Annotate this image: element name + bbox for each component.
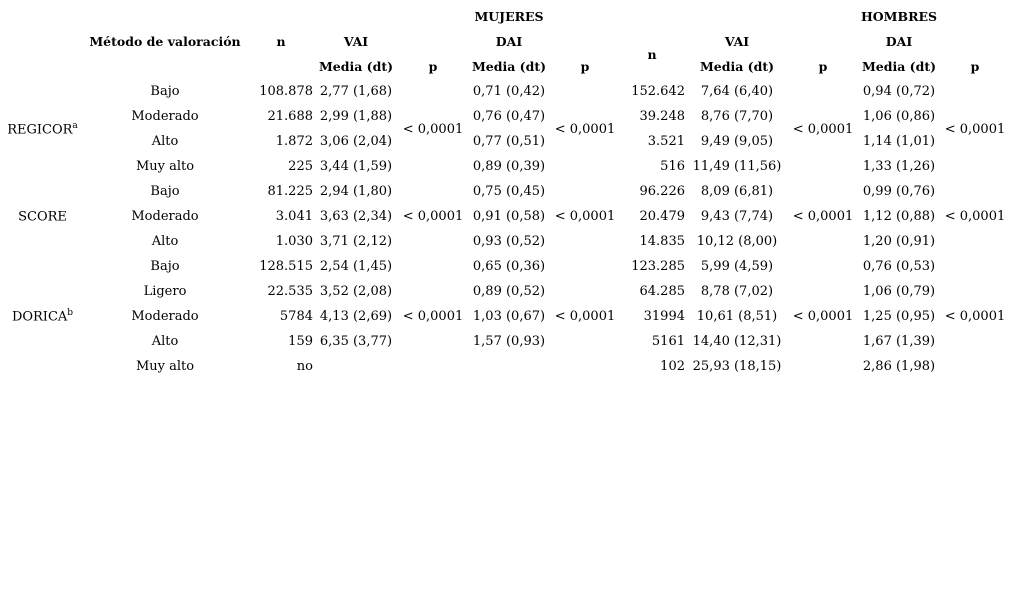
header-row-measures	[4, 29, 1009, 54]
n-hombres-cell: 516	[660, 159, 685, 174]
vai-hombres-cell: 8,76 (7,70)	[700, 109, 774, 124]
category-cell: Alto	[151, 334, 179, 349]
dai-mujeres-cell: 1,57 (0,93)	[472, 334, 546, 349]
header-p-dai-hombres: p	[970, 59, 980, 74]
p-vai-hombres-cell: < 0,0001	[792, 121, 854, 137]
p-dai-mujeres-cell: < 0,0001	[554, 209, 616, 224]
dai-hombres-cell: 1,20 (0,91)	[862, 234, 936, 249]
table-row	[4, 329, 1009, 354]
n-hombres-cell: 39.248	[639, 109, 685, 124]
header-row-stats	[4, 54, 1009, 79]
n-mujeres-cell: 159	[288, 334, 313, 349]
dai-hombres-cell: 1,25 (0,95)	[862, 309, 936, 324]
header-dai-hombres: DAI	[885, 34, 913, 49]
p-vai-mujeres-cell: < 0,0001	[402, 309, 464, 324]
header-n-hombres: n	[647, 46, 657, 62]
table-body	[4, 79, 1009, 379]
n-hombres-cell: 3.521	[647, 134, 685, 149]
header-n-mujeres: n	[276, 34, 286, 49]
n-mujeres-cell: 3.041	[275, 209, 313, 224]
vai-hombres-cell: 14,40 (12,31)	[692, 334, 782, 349]
header-mujeres: MUJERES	[474, 9, 544, 24]
vai-hombres-cell: 5,99 (4,59)	[700, 259, 774, 274]
dai-hombres-cell: 2,86 (1,98)	[862, 359, 936, 374]
group-label	[4, 254, 81, 379]
group-label	[4, 179, 81, 254]
table-row	[4, 279, 1009, 304]
dai-hombres-cell: 1,14 (1,01)	[862, 134, 936, 149]
table-row	[4, 79, 1009, 104]
vai-mujeres-cell: 3,63 (2,34)	[319, 209, 393, 224]
vai-mujeres-cell: 4,13 (2,69)	[319, 309, 393, 324]
dai-mujeres-cell: 0,77 (0,51)	[472, 134, 546, 149]
n-mujeres-cell: 5784	[279, 309, 313, 324]
table-row	[4, 304, 1009, 329]
header-media-vai-mujeres: Media (dt)	[318, 59, 394, 74]
table-row	[4, 354, 1009, 379]
dai-hombres-cell: 1,06 (0,86)	[862, 109, 936, 124]
n-mujeres-cell: 81.225	[267, 184, 313, 199]
category-cell: Ligero	[143, 284, 187, 299]
dai-hombres-cell: 0,76 (0,53)	[862, 259, 936, 274]
vai-hombres-cell: 10,61 (8,51)	[696, 309, 778, 324]
vai-hombres-cell: 8,78 (7,02)	[700, 284, 774, 299]
n-hombres-cell: 96.226	[639, 184, 685, 199]
header-media-dai-hombres: Media (dt)	[861, 59, 937, 74]
group-name: REGICOR	[7, 122, 73, 138]
group-label	[4, 79, 81, 179]
vai-mujeres-cell: 2,77 (1,68)	[319, 84, 393, 99]
vai-mujeres-cell: 6,35 (3,77)	[319, 334, 393, 349]
category-cell: Moderado	[131, 309, 199, 324]
dai-mujeres-cell: 0,76 (0,47)	[472, 109, 546, 124]
vai-mujeres-cell: 3,06 (2,04)	[319, 134, 393, 149]
group-footnote-mark: a	[72, 120, 78, 131]
n-mujeres-cell: 1.872	[275, 134, 313, 149]
n-mujeres-cell: no	[296, 359, 313, 374]
vai-hombres-cell: 10,12 (8,00)	[696, 234, 778, 249]
n-hombres-cell: 31994	[643, 309, 685, 324]
group-name: SCORE	[18, 209, 67, 225]
p-vai-mujeres-cell: < 0,0001	[402, 121, 464, 137]
category-cell: Bajo	[150, 184, 180, 199]
vai-mujeres-cell: 3,71 (2,12)	[319, 234, 393, 249]
table-row	[4, 104, 1009, 129]
header-p-vai-mujeres: p	[428, 59, 438, 74]
n-hombres-cell: 152.642	[631, 84, 685, 99]
vai-hombres-cell: 11,49 (11,56)	[692, 159, 782, 174]
dai-mujeres-cell: 0,71 (0,42)	[472, 84, 546, 99]
n-hombres-cell: 123.285	[631, 259, 685, 274]
category-cell: Muy alto	[135, 359, 195, 374]
table-row	[4, 204, 1009, 229]
dai-hombres-cell: 0,99 (0,76)	[862, 184, 936, 199]
vai-mujeres-cell: 3,52 (2,08)	[319, 284, 393, 299]
vai-mujeres-cell: 3,44 (1,59)	[319, 159, 393, 174]
vai-mujeres-cell: 2,54 (1,45)	[319, 259, 393, 274]
table-row	[4, 129, 1009, 154]
n-mujeres-cell: 22.535	[267, 284, 313, 299]
dai-hombres-cell: 1,33 (1,26)	[862, 159, 936, 174]
group-footnote-mark: b	[67, 308, 74, 319]
header-p-vai-hombres: p	[818, 59, 828, 74]
header-dai-mujeres: DAI	[495, 34, 523, 49]
n-mujeres-cell: 1.030	[275, 234, 313, 249]
n-mujeres-cell: 128.515	[259, 259, 313, 274]
dai-mujeres-cell: 0,75 (0,45)	[472, 184, 546, 199]
vai-mujeres-cell	[313, 354, 399, 379]
header-vai-hombres: VAI	[724, 34, 750, 49]
dai-mujeres-cell	[467, 354, 551, 379]
n-mujeres-cell: 225	[288, 159, 313, 174]
p-dai-mujeres-cell: < 0,0001	[554, 121, 616, 137]
category-cell: Alto	[151, 134, 179, 149]
n-mujeres-cell: 21.688	[267, 109, 313, 124]
category-cell: Bajo	[150, 84, 180, 99]
vai-hombres-cell: 25,93 (18,15)	[692, 359, 782, 374]
vai-hombres-cell: 9,49 (9,05)	[700, 134, 774, 149]
vai-hombres-cell: 7,64 (6,40)	[700, 84, 774, 99]
table-row	[4, 254, 1009, 279]
p-dai-mujeres-cell: < 0,0001	[554, 309, 616, 324]
dai-hombres-cell: 1,06 (0,79)	[862, 284, 936, 299]
p-vai-hombres-cell: < 0,0001	[792, 209, 854, 224]
header-media-vai-hombres: Media (dt)	[699, 59, 775, 74]
dai-mujeres-cell: 0,65 (0,36)	[472, 259, 546, 274]
group-name: DORICA	[11, 309, 68, 325]
table-row	[4, 179, 1009, 204]
dai-mujeres-cell: 0,89 (0,39)	[472, 159, 546, 174]
dai-hombres-cell: 1,12 (0,88)	[862, 209, 936, 224]
category-cell: Muy alto	[135, 159, 195, 174]
vai-hombres-cell: 8,09 (6,81)	[700, 184, 774, 199]
header-media-dai-mujeres: Media (dt)	[471, 59, 547, 74]
table-row	[4, 229, 1009, 254]
dai-mujeres-cell: 0,89 (0,52)	[472, 284, 546, 299]
header-vai-mujeres: VAI	[343, 34, 369, 49]
n-hombres-cell: 14.835	[639, 234, 685, 249]
category-cell: Alto	[151, 234, 179, 249]
n-hombres-cell: 20.479	[639, 209, 685, 224]
header-p-dai-mujeres: p	[580, 59, 590, 74]
category-cell: Moderado	[131, 109, 199, 124]
p-vai-mujeres-cell: < 0,0001	[402, 209, 464, 224]
dai-hombres-cell: 0,94 (0,72)	[862, 84, 936, 99]
dai-mujeres-cell: 1,03 (0,67)	[472, 309, 546, 324]
p-dai-hombres-cell: < 0,0001	[944, 121, 1006, 137]
header-metodo: Método de valoración	[89, 34, 241, 49]
p-vai-hombres-cell: < 0,0001	[792, 309, 854, 324]
vai-mujeres-cell: 2,94 (1,80)	[319, 184, 393, 199]
dai-hombres-cell: 1,67 (1,39)	[862, 334, 936, 349]
vai-hombres-cell: 9,43 (7,74)	[700, 209, 774, 224]
n-hombres-cell: 102	[660, 359, 685, 374]
n-hombres-cell: 5161	[651, 334, 685, 349]
p-dai-hombres-cell: < 0,0001	[944, 209, 1006, 224]
table-row	[4, 154, 1009, 179]
dai-mujeres-cell: 0,93 (0,52)	[472, 234, 546, 249]
header-row-sex	[4, 4, 1009, 29]
category-cell: Moderado	[131, 209, 199, 224]
vai-mujeres-cell: 2,99 (1,88)	[319, 109, 393, 124]
category-cell: Bajo	[150, 259, 180, 274]
results-table	[4, 4, 1009, 379]
header-hombres: HOMBRES	[860, 9, 938, 24]
n-mujeres-cell: 108.878	[259, 84, 313, 99]
n-hombres-cell: 64.285	[639, 284, 685, 299]
dai-mujeres-cell: 0,91 (0,58)	[472, 209, 546, 224]
p-dai-hombres-cell: < 0,0001	[944, 309, 1006, 324]
